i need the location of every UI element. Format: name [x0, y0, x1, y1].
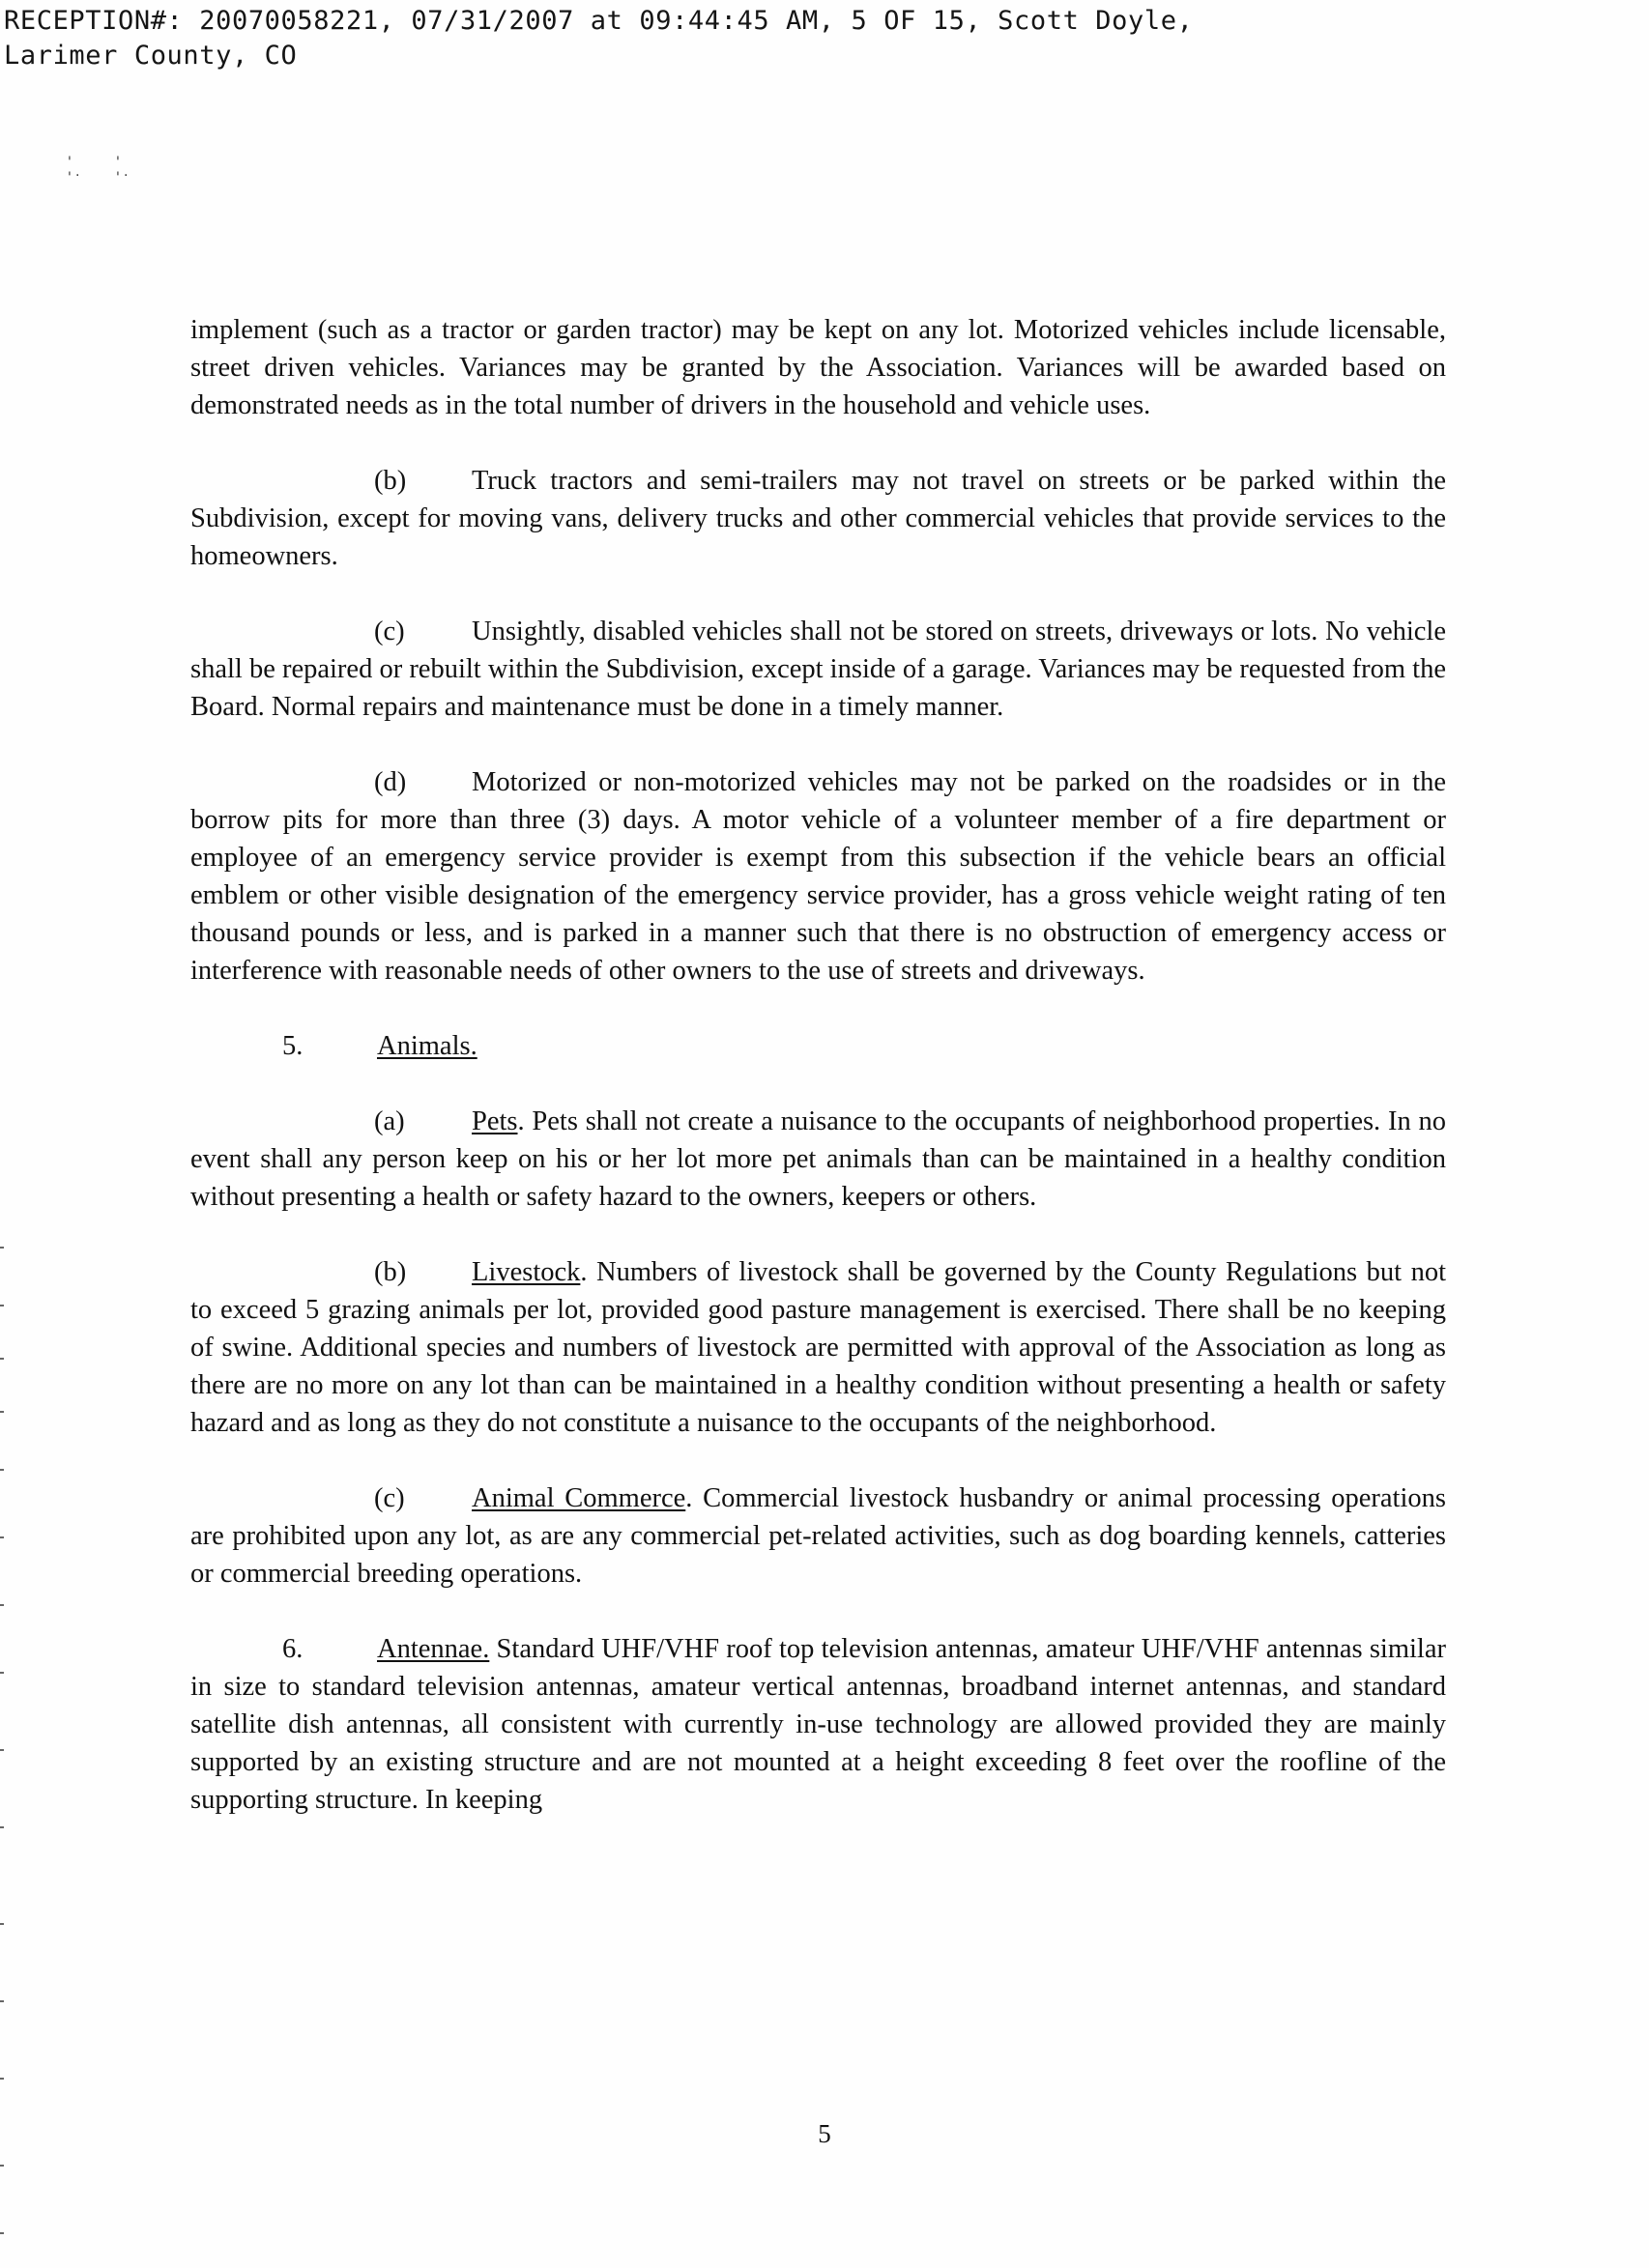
item-c-label: (c)	[374, 617, 405, 646]
item-d-text: Motorized or non-motorized vehicles may not be parked on the roadsides or in the borrow pits for more than three (3) days. A motor vehicle of a volunteer member of a fire department or employee of an emergency service provider is exempt from this subsection if the vehicle bears an official emblem or other visible designation of the emergency service provider, has a gross vehicle weight rating of ten thousand pounds or less, and is parked in a manner such that there is no obstruction of emergency access or interference with reasonable needs of other owners to the use of streets and driveways.	[190, 767, 1446, 986]
reception-line-2: Larimer County, CO	[4, 41, 298, 71]
paragraph-item-d	[190, 763, 1446, 990]
section-6-number: 6.	[282, 1634, 304, 1664]
scan-edge-marks	[0, 1247, 6, 2261]
paragraph-item-c	[190, 613, 1446, 726]
paragraph-section-6	[190, 1630, 1446, 1819]
commerce-text: . Commercial livestock husbandry or animal processing operations are prohibited upon any lot, as are any commercial pet-related activities, such as dog boarding kennels, catteries or commercial breeding operations.	[190, 1483, 1446, 1589]
pets-label: (a)	[374, 1106, 405, 1136]
commerce-label: (c)	[374, 1483, 405, 1513]
item-c-text: Unsightly, disabled vehicles shall not be stored on streets, driveways or lots. No vehicle shall be repaired or rebuilt within the Subdivision, except inside of a garage. Variances may be requested from the Board. Normal repairs and maintenance must be done in a timely manner.	[190, 617, 1446, 722]
reception-line-1: RECEPTION#: 20070058221, 07/31/2007 at 09:44:45 AM, 5 OF 15, Scott Doyle,	[4, 6, 1194, 36]
section-6-title: Antennae.	[377, 1634, 490, 1664]
paragraph-item-b	[190, 462, 1446, 575]
livestock-label: (b)	[374, 1257, 407, 1287]
paragraph-pets	[190, 1103, 1446, 1216]
item-b-label: (b)	[374, 466, 407, 496]
livestock-title: Livestock	[472, 1257, 581, 1287]
pets-title: Pets	[472, 1106, 518, 1136]
paragraph-livestock	[190, 1253, 1446, 1442]
paragraph-continuation	[190, 311, 1446, 424]
page-number: 5	[818, 2119, 831, 2148]
section-6-text: Standard UHF/VHF roof top television antennas, amateur UHF/VHF antennas similar in size to standard television antennas, amateur vertical antennas, broadband internet antennas, and standard satellite dish antennas, all consistent with currently in-use technology are allowed provided they are mainly supported by an existing structure and are not mounted at a height exceeding 8 feet over the roofline of the supporting structure. In keeping	[190, 1634, 1446, 1815]
item-b-text: Truck tractors and semi-trailers may not travel on streets or be parked within the Subdivision, except for moving vans, delivery trucks and other commercial vehicles that provide services to the homeowners.	[190, 466, 1446, 571]
pets-text: . Pets shall not create a nuisance to the occupants of neighborhood properties. In no event shall any person keep on his or her lot more pet animals than can be maintained in a healthy condition without presenting a health or safety hazard to the owners, keepers or others.	[190, 1106, 1446, 1212]
document-body	[190, 311, 1446, 1856]
section-5-number: 5.	[282, 1031, 304, 1061]
section-5-heading	[190, 1027, 1446, 1065]
commerce-title: Animal Commerce	[472, 1483, 686, 1513]
reception-stamp	[4, 4, 1512, 73]
livestock-text: . Numbers of livestock shall be governed by the County Regulations but not to exceed 5 grazing animals per lot, provided good pasture management is exercised. There shall be no keeping of swine. Additional species and numbers of livestock are permitted with approval of the Association as long as there are no more on any lot than can be maintained in a healthy condition without presenting a health or safety hazard and as long as they do not constitute a nuisance to the occupants of the neighborhood.	[190, 1257, 1446, 1438]
document-page: RECEPTION#: 20070058221, 07/31/2007 at 09:44:45 AM, 5 OF 15, Scott Doyle, Larimer County, CO ' ' . ' ' . implement (such as a tractor or garden tractor) may be kept on any lot. Motorized vehicles include licensable, street driven vehicles. Variances may be granted by the Association. Variances will be awarded based on demonstrated needs as in the total number of drivers in the household and vehicle uses. (b) Truck tractors and semi-trailers may not travel on streets or be parked within the Subdivision, except for moving vans, delivery trucks and other commercial vehicles that provide services to the homeowners. (c) Unsightly, disabled vehicles shall not be stored on streets, driveways or lots. No vehicle shall be repaired or rebuilt within the Subdivision, except inside of a garage. Variances may be requested from the Board. Normal repairs and maintenance must be done in a timely manner. (d) Motorized or non-motorized vehicles may not be parked on the roadsides or in the borrow pits for more than three (3) days. A motor vehicle of a volunteer member of a fire department or employee of an emergency service provider is exempt from this subsection if the vehicle bears an official emblem or other visible designation of the emergency service provider, has a gross vehicle weight rating of ten thousand pounds or less, and is parked in a manner such that there is no obstruction of emergency access or interference with reasonable needs of other owners to the use of streets and driveways. 5. Animals. (a) Pets. Pets shall not create a nuisance to the occupants of neighborhood properties. In no event shall any person keep on his or her lot more pet animals than can be maintained in a healthy condition without presenting a health or safety hazard to the owners, keepers or others. (b) Livestock. Numbers of livestock shall be governed by the County Regulations but not to exceed 5 grazing animals per lot, provided good pasture management is exercised. There shall be no keeping of swine. Additional species and numbers of livestock are permitted with approval of the Association as long as there are no more on any lot than can be maintained in a healthy condition without presenting a health or safety hazard and as long as they do not constitute a nuisance to the occupants of the neighborhood. (c) Animal Commerce. Commercial livestock husbandry or animal processing operations are prohibited upon any lot, as are any commercial pet-related activities, such as dog boarding kennels, catteries or commercial breeding operations. 6. Antennae. Standard UHF/VHF roof top television antennas, amateur UHF/VHF antennas similar in size to standard television antennas, amateur vertical antennas, broadband internet antennas, and standard satellite dish antennas, all consistent with currently in-use technology are allowed provided they are mainly supported by an existing structure and are not mounted at a height exceeding 8 feet over the roofline of the supporting structure. In keeping 5	[0, 0, 1649, 2268]
paragraph-continuation-text: implement (such as a tractor or garden tractor) may be kept on any lot. Motorized vehicles include licensable, street driven vehicles. Variances may be granted by the Association. Variances will be awarded based on demonstrated needs as in the total number of drivers in the household and vehicle uses.	[190, 315, 1446, 420]
section-5-title: Animals.	[377, 1031, 477, 1061]
item-d-label: (d)	[374, 767, 407, 797]
paragraph-animal-commerce	[190, 1479, 1446, 1593]
